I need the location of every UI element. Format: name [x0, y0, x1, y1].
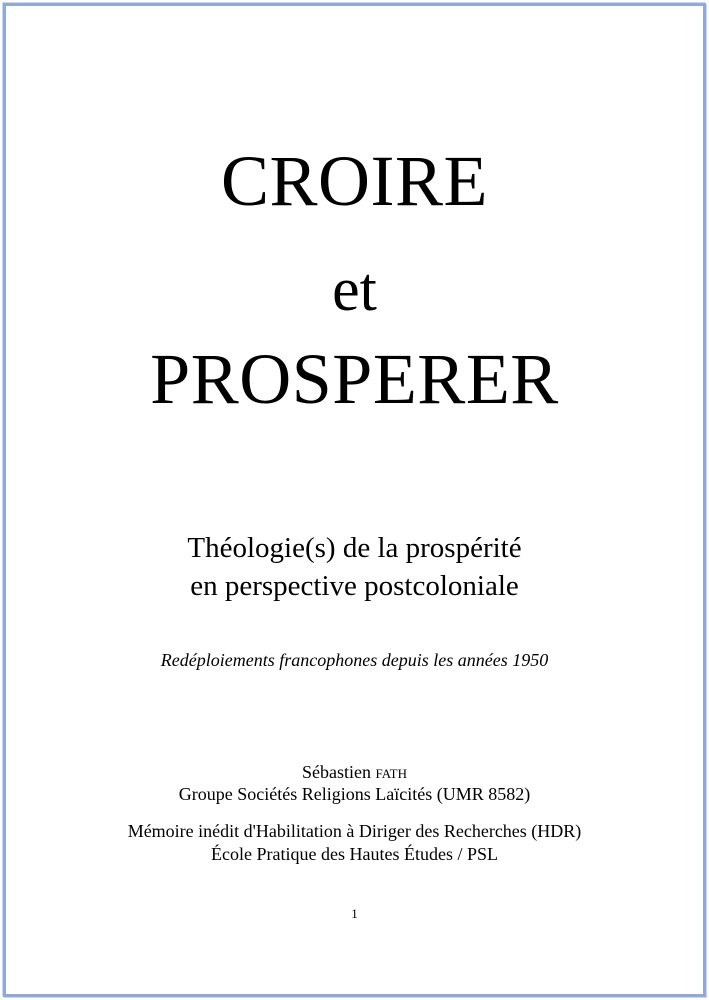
tagline: Redéploiements francophones depuis les années 1950 — [160, 650, 549, 670]
affiliation: Groupe Sociétés Religions Laïcités (UMR 8582) — [178, 784, 531, 804]
subtitle-line-1: Théologie(s) de la prospérité — [187, 532, 522, 564]
page-number: 1 — [351, 906, 358, 921]
thesis-description: Mémoire inédit d'Habilitation à Diriger des Recherches (HDR) — [127, 821, 582, 841]
author-last-name: fath — [375, 762, 408, 782]
title-line-et: et — [332, 256, 377, 324]
title-line-prosperer: PROSPERER — [150, 339, 559, 419]
author-name — [0, 761, 709, 783]
author-first-name: Sébastien — [301, 762, 371, 782]
title-line-croire: CROIRE — [220, 141, 489, 221]
subtitle-line-2: en perspective postcoloniale — [190, 570, 519, 602]
institution: École Pratique des Hautes Études / PSL — [211, 844, 498, 864]
